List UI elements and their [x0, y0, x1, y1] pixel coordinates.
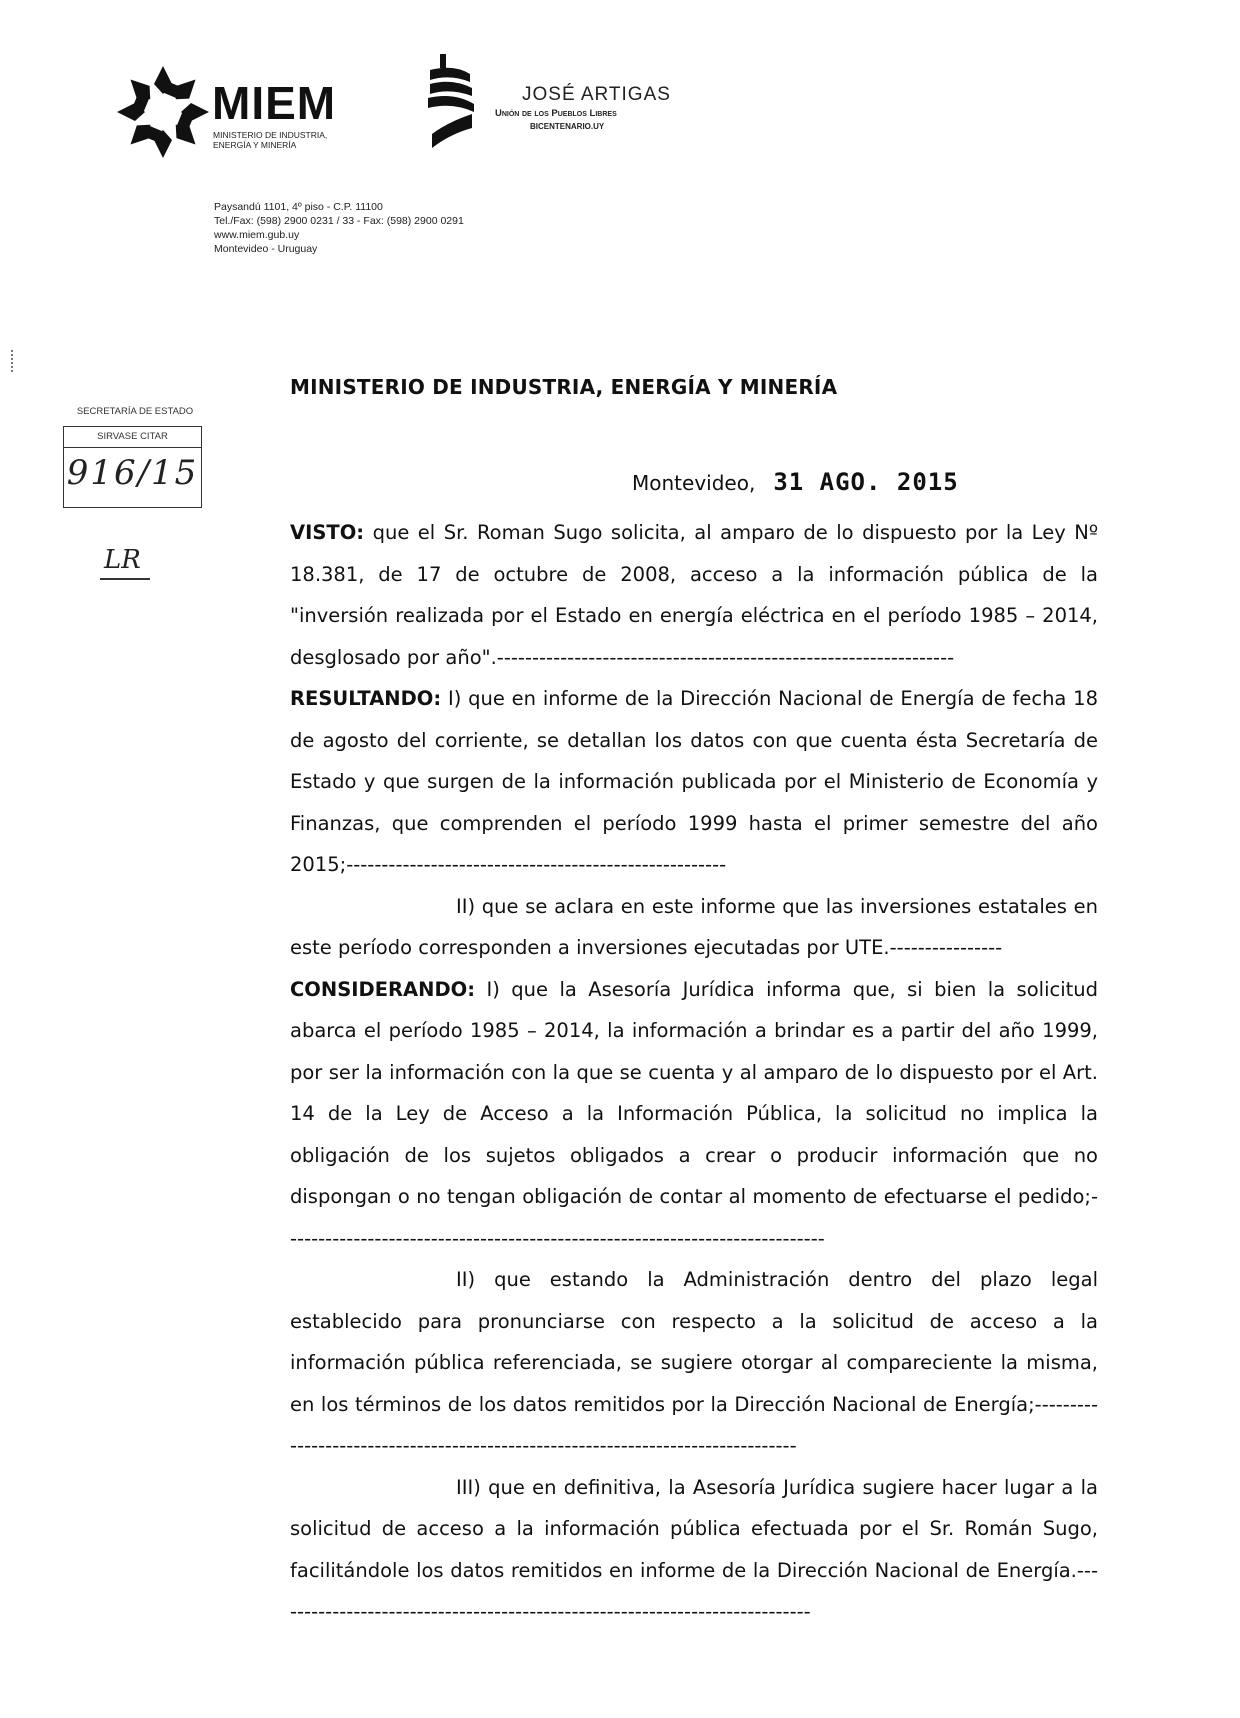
- miem-subtitle-line1: MINISTERIO DE INDUSTRIA,: [213, 130, 328, 140]
- date-stamp: 31 AGO. 2015: [773, 468, 959, 496]
- considerando-paragraph-1: [290, 969, 1098, 1260]
- considerando-paragraph-2: [290, 1259, 1098, 1467]
- resultando-paragraph-2: [290, 886, 1098, 969]
- initials-underline: [100, 578, 150, 580]
- miem-flower-logo: [108, 62, 218, 162]
- date-row: [632, 468, 959, 496]
- stamp-label: SECRETARÍA DE ESTADO: [76, 406, 194, 417]
- address-line: Montevideo - Uruguay: [214, 243, 318, 255]
- miem-wordmark: MIEM: [212, 77, 337, 129]
- artigas-subtitle: Unión de los Pueblos Libres: [495, 108, 617, 119]
- resultando-item-2: II) que se aclara en este informe que las inversiones estatales en este período corresponden a inversiones ejecutadas por UTE.----------------: [290, 894, 1098, 959]
- ministry-heading: MINISTERIO DE INDUSTRIA, ENERGÍA Y MINERÍA: [290, 375, 838, 399]
- resultando-label: RESULTANDO:: [290, 687, 442, 710]
- resultando-paragraph-1: [290, 678, 1098, 886]
- date-label: Montevideo,: [632, 471, 756, 495]
- resolution-body: [290, 512, 1098, 1633]
- considerando-item-2: II) que estando la Administración dentro del plazo legal establecido para pronunciarse con respecto a la solicitud de acceso a la información pública referenciada, se sugiere otorgar al compareciente la misma, en los términos de los datos remitidos por la Dirección Nacional de Energía;---------------------------------------------------------------------------------: [290, 1268, 1098, 1457]
- miem-subtitle-line2: ENERGÍA Y MINERÍA: [213, 140, 297, 150]
- considerando-item-3: III) que en definitiva, la Asesoría Jurídica sugiere hacer lugar a la solicitud de acceso a la información pública efectuada por el Sr. Román Sugo, facilitándole los datos remitidos en informe de la Dirección Nacional de Energía.-----------------------------------------------------------------------------: [290, 1475, 1098, 1623]
- considerando-item-1: I) que la Asesoría Jurídica informa que, si bien la solicitud abarca el período 1985 – 2014, la información a brindar es a partir del año 1999, por ser la información con la que se cuenta y al amparo de lo dispuesto por el Art. 14 de la Ley de Acceso a la Información Pública, la solicitud no implica la obligación de los sujetos obligados a crear o producir información que no dispongan o no tengan obligación de contar al momento de efectuarse el pedido;-----------------------------------------------------------------------------: [290, 977, 1099, 1250]
- visto-paragraph: [290, 512, 1098, 678]
- handwritten-initials: LR: [104, 545, 141, 575]
- visto-text: que el Sr. Roman Sugo solicita, al amparo de lo dispuesto por la Ley Nº 18.381, de 17 de octubre de 2008, acceso a la información pública de la "inversión realizada por el Estado en energía eléctrica en el período 1985 – 2014, desglosado por año".-----------------------------------------------------------------: [290, 521, 1099, 669]
- resultando-item-1: I) que en informe de la Dirección Nacional de Energía de fecha 18 de agosto del corriente, se detallan los datos con que cuenta ésta Secretaría de Estado y que surgen de la información publicada por el Ministerio de Economía y Finanzas, que comprenden el período 1999 hasta el primer semestre del año 2015;------------------------------------------------------: [290, 687, 1098, 876]
- address-line: www.miem.gub.uy: [214, 229, 300, 241]
- considerando-paragraph-3: [290, 1467, 1098, 1633]
- miem-subtitle: [213, 130, 327, 150]
- artigas-bicentenario-logo: [424, 52, 478, 152]
- address-block: [214, 200, 464, 256]
- reference-stamp: [63, 426, 202, 508]
- address-line: Tel./Fax: (598) 2900 0231 / 33 - Fax: (598) 2900 0291: [214, 215, 464, 227]
- address-line: Paysandú 1101, 4º piso - C.P. 11100: [214, 201, 383, 213]
- artigas-url: BICENTENARIO.UY: [530, 122, 605, 131]
- scan-edge-mark: [11, 350, 15, 372]
- visto-label: VISTO:: [290, 521, 365, 544]
- stamp-instruction: SIRVASE CITAR: [64, 427, 201, 448]
- considerando-label: CONSIDERANDO:: [290, 977, 476, 1001]
- stamp-reference-number: 916/15: [66, 453, 199, 493]
- artigas-title: JOSÉ ARTIGAS: [522, 84, 671, 105]
